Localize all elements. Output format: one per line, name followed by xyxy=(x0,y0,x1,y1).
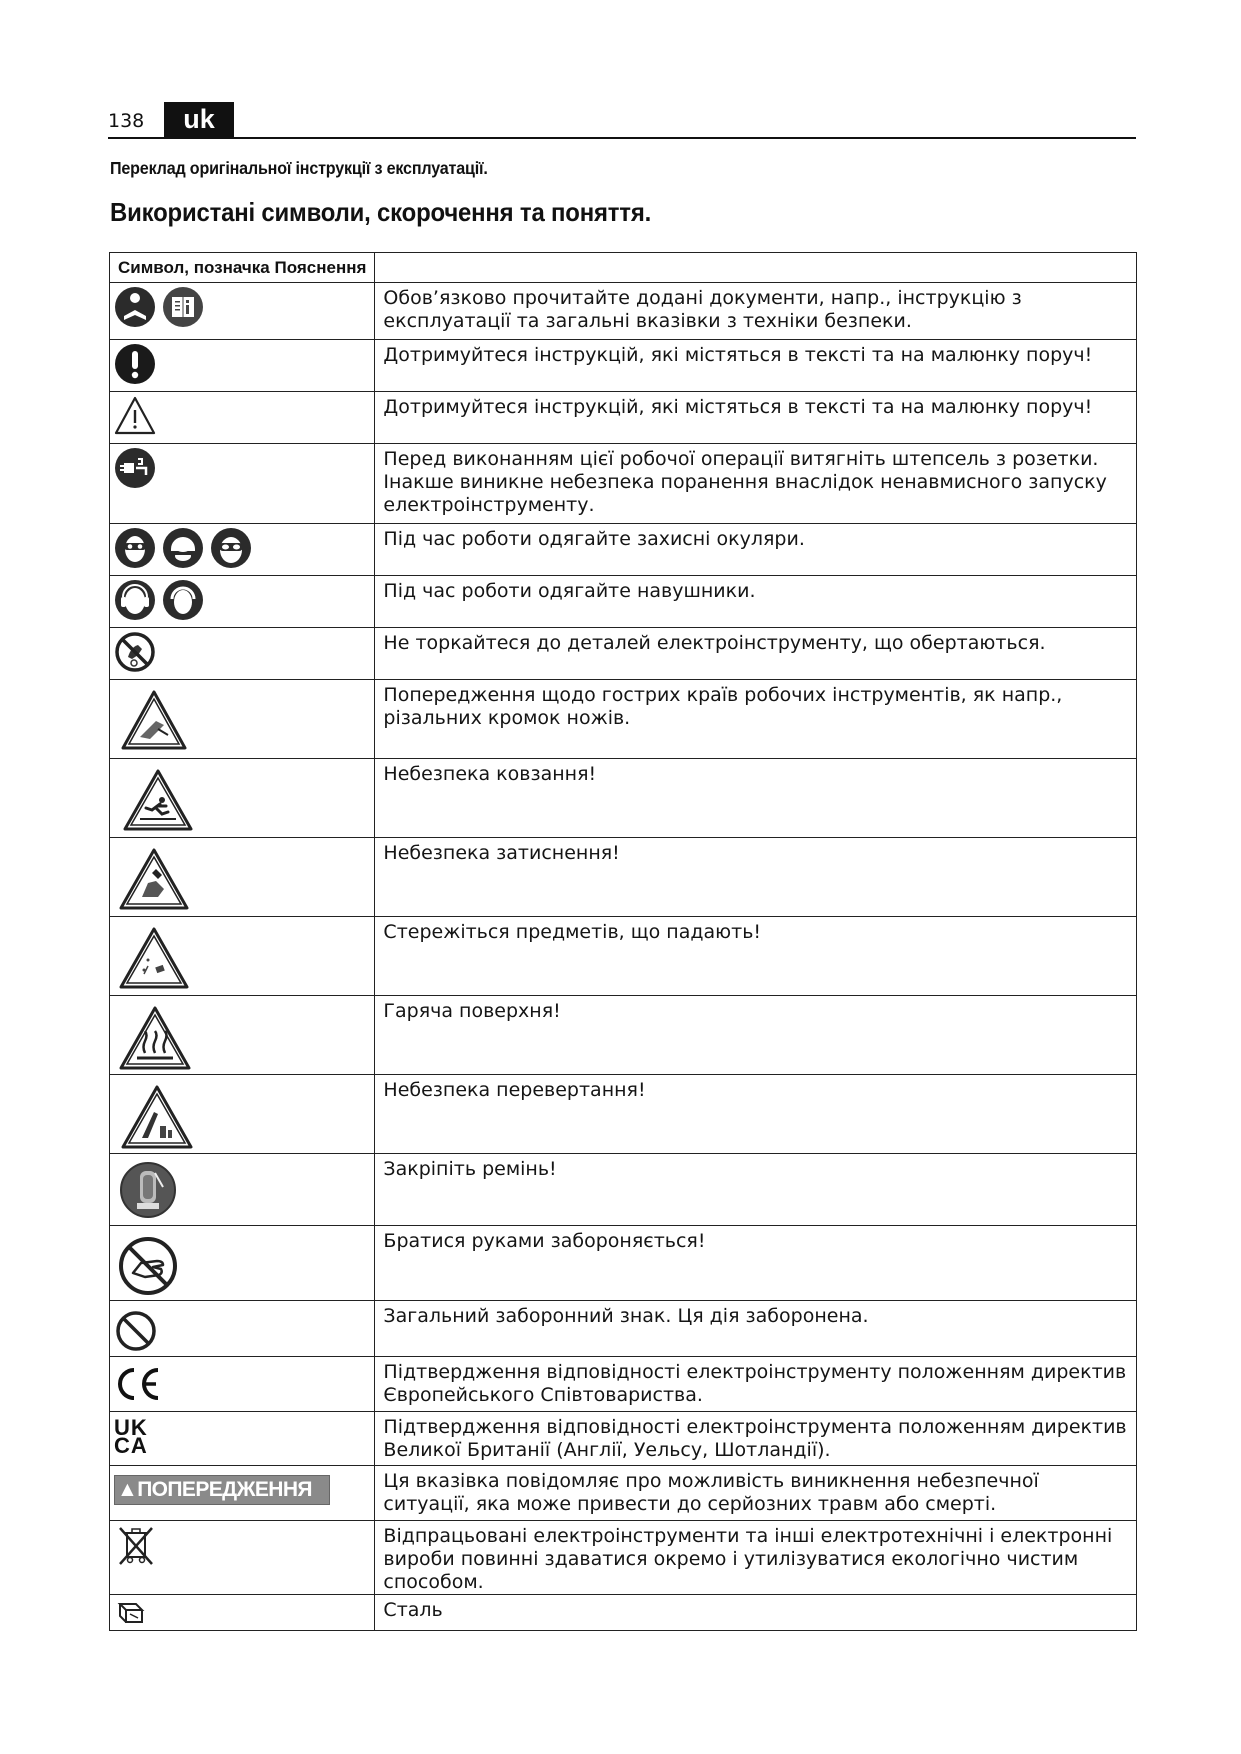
symbol-cell xyxy=(110,576,375,628)
crush-hazard-icon xyxy=(118,847,190,911)
description-cell: Стережіться предметів, що падають! xyxy=(375,917,1137,996)
goggles-icon xyxy=(210,527,252,569)
symbol-cell xyxy=(110,1412,375,1466)
page-number: 138 xyxy=(108,110,145,132)
table-row xyxy=(110,917,1137,996)
tip-over-hazard-icon xyxy=(120,1084,194,1150)
helmet-icon xyxy=(162,527,204,569)
page-header xyxy=(108,102,1136,138)
hot-surface-icon xyxy=(118,1005,192,1071)
table-header-row xyxy=(110,253,1137,283)
ukca-mark: UK CA xyxy=(114,1415,148,1458)
symbols-table xyxy=(109,252,1137,1631)
table-row xyxy=(110,444,1137,524)
ce-mark-icon xyxy=(114,1366,162,1402)
table-row xyxy=(110,1357,1137,1412)
symbol-cell xyxy=(110,1595,375,1631)
symbol-cell xyxy=(110,1521,375,1595)
ear-muffs-icon xyxy=(114,579,156,621)
table-row xyxy=(110,1466,1137,1521)
description-cell: Небезпека затиснення! xyxy=(375,838,1137,917)
table-row xyxy=(110,392,1137,444)
table-row xyxy=(110,524,1137,576)
symbol-cell xyxy=(110,917,375,996)
description-cell: Відпрацьовані електроінструменти та інші електротехнічні і електронні вироби повинні здаватися окремо і утилізуватися екологічно чистим способом. xyxy=(375,1521,1137,1595)
table-row xyxy=(110,1595,1137,1631)
hearing-protection-icon xyxy=(162,579,204,621)
description-cell: Братися руками забороняється! xyxy=(375,1226,1137,1301)
symbol-cell xyxy=(110,1075,375,1154)
symbol-cell xyxy=(110,444,375,524)
description-cell: Попередження щодо гострих країв робочих інструментів, як напр., різальних кромок ножів. xyxy=(375,680,1137,759)
steel-icon xyxy=(116,1600,146,1626)
symbol-cell xyxy=(110,340,375,392)
table-row xyxy=(110,283,1137,340)
symbol-cell xyxy=(110,996,375,1075)
description-cell: Підтвердження відповідності електроінструмента положенням директив Великої Британії (Англії, Уельсу, Шотландії). xyxy=(375,1412,1137,1466)
table-row xyxy=(110,1075,1137,1154)
symbol-cell xyxy=(110,1357,375,1412)
symbol-cell xyxy=(110,759,375,838)
description-cell: Гаряча поверхня! xyxy=(375,996,1137,1075)
description-cell: Обов’язково прочитайте додані документи, напр., інструкцію з експлуатації та загальні вказівки з техніки безпеки. xyxy=(375,283,1137,340)
table-row xyxy=(110,838,1137,917)
symbol-cell xyxy=(110,680,375,759)
description-cell: Загальний заборонний знак. Ця дія заборонена. xyxy=(375,1301,1137,1357)
read-manual-icon xyxy=(114,286,156,328)
symbol-cell xyxy=(110,1466,375,1521)
warning-triangle-small-icon: ▲ xyxy=(117,1478,138,1501)
document-subtitle: Переклад оригінальної інструкції з експлуатації. xyxy=(110,158,488,178)
warning-badge: ▲ПОПЕРЕДЖЕННЯ xyxy=(114,1475,330,1505)
face-shield-icon xyxy=(114,527,156,569)
header-explanation-cell xyxy=(375,253,1137,283)
slip-hazard-icon xyxy=(122,768,194,832)
no-hands-icon xyxy=(117,1235,179,1297)
description-cell: Сталь xyxy=(375,1595,1137,1631)
description-cell: Небезпека перевертання! xyxy=(375,1075,1137,1154)
symbol-cell xyxy=(110,1226,375,1301)
description-cell: Дотримуйтеся інструкцій, які містяться в тексті та на малюнку поруч! xyxy=(375,340,1137,392)
description-cell: Дотримуйтеся інструкцій, які містяться в тексті та на малюнку поруч! xyxy=(375,392,1137,444)
header-rule xyxy=(108,137,1136,139)
symbol-cell xyxy=(110,1301,375,1357)
header-symbol: Символ, позначка Пояснення xyxy=(110,253,375,283)
description-cell: Ця вказівка повідомляє про можливість виникнення небезпечної ситуації, яка може привести до серйозних травм або смерті. xyxy=(375,1466,1137,1521)
table-row xyxy=(110,1521,1137,1595)
table-row xyxy=(110,1154,1137,1226)
symbol-cell xyxy=(110,524,375,576)
table-row xyxy=(110,1226,1137,1301)
no-touch-rotating-icon xyxy=(114,631,156,673)
symbol-cell xyxy=(110,838,375,917)
header-explanation: Пояснення xyxy=(274,258,367,277)
table-row xyxy=(110,1301,1137,1357)
description-cell: Підтвердження відповідності електроінструменту положенням директив Європейського Співтовариства. xyxy=(375,1357,1137,1412)
section-title: Використані символи, скорочення та поняття. xyxy=(110,197,652,227)
warning-triangle-icon xyxy=(114,395,156,437)
language-badge: uk xyxy=(164,102,234,138)
description-cell: Закріпіть ремінь! xyxy=(375,1154,1137,1226)
table-row xyxy=(110,759,1137,838)
description-cell: Перед виконанням цієї робочої операції витягніть штепсель з розетки. Інакше виникне небезпека поранення внаслідок ненавмисного запуску електроінструменту. xyxy=(375,444,1137,524)
mandatory-exclamation-icon xyxy=(114,343,156,385)
symbol-cell xyxy=(110,283,375,340)
fasten-belt-icon xyxy=(119,1161,177,1219)
symbol-cell xyxy=(110,1154,375,1226)
falling-objects-icon xyxy=(118,926,190,990)
table-row xyxy=(110,680,1137,759)
unplug-icon xyxy=(114,447,156,489)
description-cell: Під час роботи одягайте захисні окуляри. xyxy=(375,524,1137,576)
table-row xyxy=(110,996,1137,1075)
table-row xyxy=(110,628,1137,680)
info-book-icon xyxy=(162,286,204,328)
description-cell: Не торкайтеся до деталей електроінструменту, що обертаються. xyxy=(375,628,1137,680)
table-row xyxy=(110,576,1137,628)
symbol-cell xyxy=(110,628,375,680)
table-row xyxy=(110,340,1137,392)
sharp-edge-warning-icon xyxy=(120,689,188,751)
description-cell: Під час роботи одягайте навушники. xyxy=(375,576,1137,628)
prohibition-icon xyxy=(114,1309,158,1353)
symbol-cell xyxy=(110,392,375,444)
weee-bin-icon xyxy=(116,1524,156,1568)
table-row xyxy=(110,1412,1137,1466)
description-cell: Небезпека ковзання! xyxy=(375,759,1137,838)
